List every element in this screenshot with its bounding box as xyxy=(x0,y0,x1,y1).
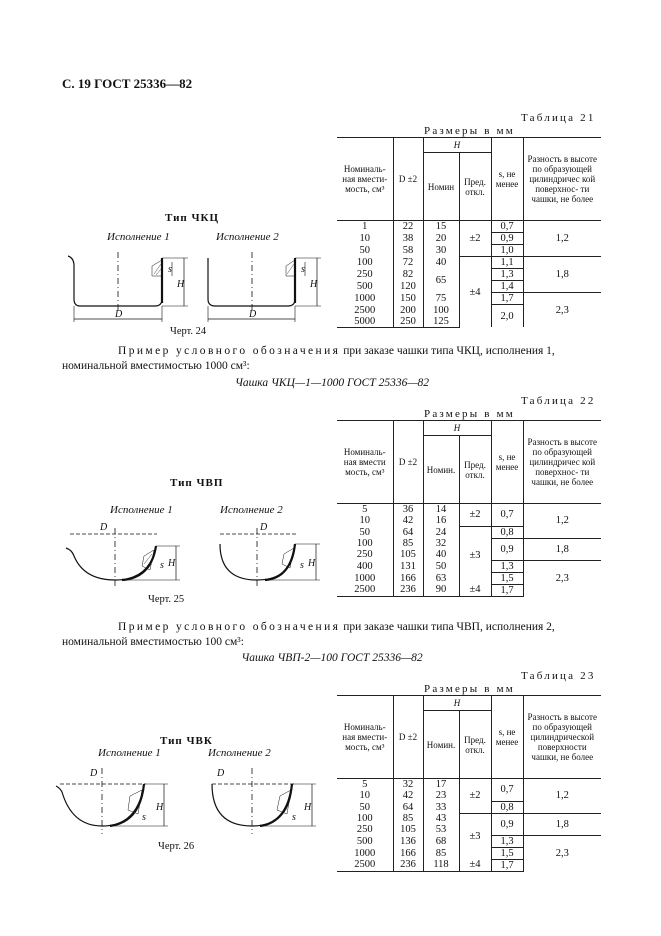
cell: 63 xyxy=(423,572,459,584)
table-row xyxy=(337,257,601,269)
cell: 10 xyxy=(337,233,393,245)
cell: 40 xyxy=(423,257,459,269)
label-d: D xyxy=(100,522,108,533)
cell: 400 xyxy=(337,560,393,572)
table-22-units: Размеры в мм xyxy=(424,408,515,420)
label-s: s xyxy=(168,264,172,275)
label-h: H xyxy=(308,558,316,569)
label-d: D xyxy=(90,768,98,779)
col-h-nom: Номин xyxy=(423,153,459,221)
variant-1-label: Исполнение 1 xyxy=(98,747,161,759)
table-21-caption: Таблица 21 xyxy=(521,112,596,124)
table-row xyxy=(337,779,601,791)
col-nominal: Номиналь- ная вмести мость, см³ xyxy=(337,421,393,504)
label-s: s xyxy=(142,812,146,823)
col-s: s, не менее xyxy=(491,421,523,504)
cell: ±3 xyxy=(459,813,491,859)
cell: 250 xyxy=(393,316,423,328)
cell: 5 xyxy=(337,779,393,791)
col-h: H xyxy=(423,696,491,711)
label-h: H xyxy=(156,802,164,813)
col-h: H xyxy=(423,138,491,153)
cell: 236 xyxy=(393,859,423,871)
example-lead: Пример условного обозначения xyxy=(118,345,341,357)
cell: 0,8 xyxy=(491,801,523,813)
cell: 100 xyxy=(337,813,393,824)
cell: 23 xyxy=(423,790,459,801)
cell: 1000 xyxy=(337,572,393,584)
cell: ±2 xyxy=(459,779,491,814)
table-23-caption: Таблица 23 xyxy=(521,670,596,682)
cell: 105 xyxy=(393,549,423,560)
table-22-caption: Таблица 22 xyxy=(521,395,596,407)
label-h: H xyxy=(177,279,185,290)
label-s: s xyxy=(160,560,164,571)
cell: 43 xyxy=(423,813,459,824)
cell: 1,7 xyxy=(491,293,523,305)
col-h-dev: Пред. откл. xyxy=(459,436,491,504)
cell: 24 xyxy=(423,526,459,538)
cell: ±4 xyxy=(459,584,491,596)
cell: 10 xyxy=(337,790,393,801)
cell: 1,1 xyxy=(491,257,523,269)
cell: 1,3 xyxy=(491,560,523,572)
table-22 xyxy=(337,420,601,597)
cell: 100 xyxy=(337,257,393,269)
cell: 90 xyxy=(423,584,459,596)
col-d: D ±2 xyxy=(393,138,423,221)
cell: 36 xyxy=(393,504,423,516)
cell: 38 xyxy=(393,233,423,245)
cell: 100 xyxy=(423,305,459,316)
table-23-units: Размеры в мм xyxy=(424,683,515,695)
label-h: H xyxy=(304,802,312,813)
cell: 166 xyxy=(393,847,423,859)
col-h-nom: Номин. xyxy=(423,711,459,779)
example-paragraph-1 xyxy=(62,344,602,374)
cell: 131 xyxy=(393,560,423,572)
cell: 1,5 xyxy=(491,572,523,584)
col-nominal: Номиналь- ная вмести- мость, см³ xyxy=(337,696,393,779)
cell: 1000 xyxy=(337,847,393,859)
cell: 16 xyxy=(423,515,459,526)
cell: ±3 xyxy=(459,526,491,584)
figure-26-caption: Черт. 26 xyxy=(158,841,195,852)
cell: 32 xyxy=(423,538,459,549)
cell: 17 xyxy=(423,779,459,791)
cell: 2,0 xyxy=(491,305,523,328)
cell: 500 xyxy=(337,281,393,293)
cell: 68 xyxy=(423,835,459,847)
variant-1-label: Исполнение 1 xyxy=(110,504,173,516)
cell: 1,4 xyxy=(491,281,523,293)
cell: 64 xyxy=(393,801,423,813)
cell: 1,2 xyxy=(523,504,601,539)
cell: 0,7 xyxy=(491,779,523,802)
cell: 2,3 xyxy=(523,560,601,596)
label-h: H xyxy=(310,279,318,290)
cell: 50 xyxy=(337,526,393,538)
cell: 20 xyxy=(423,233,459,245)
table-21-units: Размеры в мм xyxy=(424,125,515,137)
cell: 64 xyxy=(393,526,423,538)
cell: 1,5 xyxy=(491,847,523,859)
col-s: s, не менее xyxy=(491,696,523,779)
label-d: D xyxy=(115,309,123,320)
cell: 14 xyxy=(423,504,459,516)
cell: 2,3 xyxy=(523,293,601,328)
cell: 0,9 xyxy=(491,813,523,835)
cell: 5000 xyxy=(337,316,393,328)
figure-25-drawing xyxy=(60,518,330,596)
label-d: D xyxy=(217,768,225,779)
type-label-chkc: Тип ЧКЦ xyxy=(165,212,220,224)
cell: 2500 xyxy=(337,859,393,871)
cell: 1,7 xyxy=(491,859,523,871)
example-text: при заказе чашки типа ЧКЦ, исполнения 1, номинальной вместимостью 1000 см³: xyxy=(62,345,555,372)
label-s: s xyxy=(292,812,296,823)
col-diff: Разность в высоте по образующей цилиндричес кой поверхнос- ти чашки, не более xyxy=(523,138,601,221)
cell: 0,8 xyxy=(491,526,523,538)
cell: 250 xyxy=(337,549,393,560)
label-h: H xyxy=(168,558,176,569)
cell: 42 xyxy=(393,790,423,801)
cell: 1,8 xyxy=(523,257,601,293)
cell: 33 xyxy=(423,801,459,813)
cell: 2500 xyxy=(337,584,393,596)
cell: ±4 xyxy=(459,859,491,871)
cell: ±2 xyxy=(459,221,491,257)
label-d: D xyxy=(260,522,268,533)
cell: 1000 xyxy=(337,293,393,305)
cell: 0,9 xyxy=(491,538,523,560)
cell: 120 xyxy=(393,281,423,293)
cell: 30 xyxy=(423,245,459,257)
cell: 250 xyxy=(337,269,393,281)
variant-2-label: Исполнение 2 xyxy=(220,504,283,516)
cell: 200 xyxy=(393,305,423,316)
cell: 500 xyxy=(337,835,393,847)
label-s: s xyxy=(301,264,305,275)
cell: 0,9 xyxy=(491,233,523,245)
cell: 15 xyxy=(423,221,459,233)
cell: 72 xyxy=(393,257,423,269)
cell: 42 xyxy=(393,515,423,526)
cell: 236 xyxy=(393,584,423,596)
cell: 50 xyxy=(423,560,459,572)
designation-2: Чашка ЧВП-2—100 ГОСТ 25336—82 xyxy=(241,652,423,664)
cell: 118 xyxy=(423,859,459,871)
cell: 82 xyxy=(393,269,423,281)
col-nominal: Номиналь- ная вмести- мость, см³ xyxy=(337,138,393,221)
cell: 1 xyxy=(337,221,393,233)
cell: 1,8 xyxy=(523,813,601,835)
cell: 2500 xyxy=(337,305,393,316)
figure-24-caption: Черт. 24 xyxy=(170,326,207,337)
cell: 32 xyxy=(393,779,423,791)
col-h-nom: Номин. xyxy=(423,436,459,504)
cell: 1,2 xyxy=(523,221,601,257)
table-row xyxy=(337,813,601,824)
table-row xyxy=(337,221,601,233)
cell: 105 xyxy=(393,824,423,835)
cell: 50 xyxy=(337,245,393,257)
col-s: s, не менее xyxy=(491,138,523,221)
cell: 40 xyxy=(423,549,459,560)
cell: ±4 xyxy=(459,257,491,328)
cell: 22 xyxy=(393,221,423,233)
cell: 1,3 xyxy=(491,835,523,847)
cell: 58 xyxy=(393,245,423,257)
col-d: D ±2 xyxy=(393,421,423,504)
table-23 xyxy=(337,695,601,872)
cell: 10 xyxy=(337,515,393,526)
example-text: при заказе чашки типа ЧВП, исполнения 2, номинальной вместимостью 100 см³: xyxy=(62,621,555,648)
cell: 85 xyxy=(393,813,423,824)
cell: 85 xyxy=(423,847,459,859)
example-paragraph-2 xyxy=(62,620,602,650)
label-s: s xyxy=(300,560,304,571)
variant-2-label: Исполнение 2 xyxy=(216,231,279,243)
variant-2-label: Исполнение 2 xyxy=(208,747,271,759)
cell: 5 xyxy=(337,504,393,516)
cell: 150 xyxy=(393,293,423,305)
cell: 166 xyxy=(393,572,423,584)
figure-24-drawing xyxy=(60,246,328,326)
cell: 85 xyxy=(393,538,423,549)
type-label-chvp: Тип ЧВП xyxy=(170,477,224,489)
col-diff: Разность в высоте по образующей цилиндричес кой поверхнос- ти чашки, не более xyxy=(523,421,601,504)
cell: ±2 xyxy=(459,504,491,527)
table-row xyxy=(337,504,601,516)
cell: 0,7 xyxy=(491,221,523,233)
example-lead: Пример условного обозначения xyxy=(118,621,341,633)
page-header: С. 19 ГОСТ 25336—82 xyxy=(62,76,193,91)
cell: 1,8 xyxy=(523,538,601,560)
cell: 1,0 xyxy=(491,245,523,257)
cell: 100 xyxy=(337,538,393,549)
figure-25-caption: Черт. 25 xyxy=(148,594,185,605)
col-h-dev: Пред. откл. xyxy=(459,711,491,779)
cell: 136 xyxy=(393,835,423,847)
cell: 65 xyxy=(423,269,459,293)
col-h-dev: Пред. откл. xyxy=(459,153,491,221)
cell: 1,2 xyxy=(523,779,601,814)
cell: 0,7 xyxy=(491,504,523,527)
cell: 2,3 xyxy=(523,835,601,871)
figure-26-drawing xyxy=(52,762,322,846)
cell: 125 xyxy=(423,316,459,328)
type-label-chvk: Тип ЧВК xyxy=(160,735,213,747)
col-h: H xyxy=(423,421,491,436)
cell: 75 xyxy=(423,293,459,305)
cell: 50 xyxy=(337,801,393,813)
designation-1: Чашка ЧКЦ—1—1000 ГОСТ 25336—82 xyxy=(234,377,430,389)
cell: 250 xyxy=(337,824,393,835)
cell: 1,3 xyxy=(491,269,523,281)
cell: 1,7 xyxy=(491,584,523,596)
table-21 xyxy=(337,137,601,328)
cell: 53 xyxy=(423,824,459,835)
variant-1-label: Исполнение 1 xyxy=(107,231,170,243)
col-d: D ±2 xyxy=(393,696,423,779)
label-d: D xyxy=(249,309,257,320)
col-diff: Разность в высоте по образующей цилиндрической поверхности чашки, не более xyxy=(523,696,601,779)
